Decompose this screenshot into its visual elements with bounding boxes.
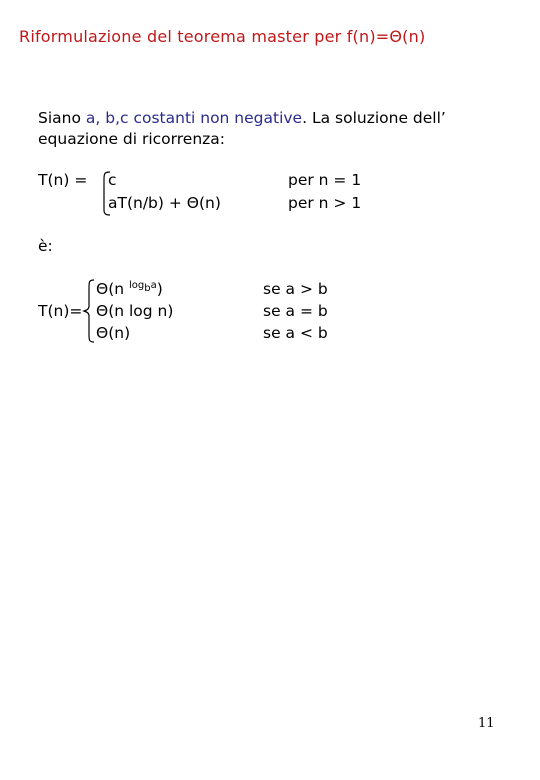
intro-text <box>38 108 446 150</box>
page-number: 11 <box>478 716 495 731</box>
solution-case3-expr: Θ(n) <box>96 324 131 342</box>
recurrence-lhs: T(n) = <box>38 171 88 189</box>
solution-case1-suffix: ) <box>156 280 163 298</box>
solution-case1-exponent <box>129 280 157 294</box>
intro-lead: Siano <box>38 109 86 127</box>
recurrence-case2-expr: aT(n/b) + Θ(n) <box>108 194 221 212</box>
solution-lhs: T(n)= <box>38 302 83 320</box>
solution-case1-log: log <box>129 280 145 291</box>
recurrence-case1-cond: per n = 1 <box>288 171 362 189</box>
solution-case1-base: b <box>144 283 151 294</box>
intro-after: . La soluzione dell’ <box>302 109 446 127</box>
solution-case2-expr: Θ(n log n) <box>96 302 174 320</box>
intro-constants: a, b,c costanti non negative <box>85 109 303 127</box>
recurrence-case1-expr: c <box>108 171 117 189</box>
solution-case1-expr <box>96 280 163 298</box>
solution-case3-cond: se a < b <box>263 324 328 342</box>
intro-line-1 <box>38 108 446 129</box>
solution-brace-icon <box>82 278 96 344</box>
intro-line-2: equazione di ricorrenza: <box>38 130 226 148</box>
solution-case2-cond: se a = b <box>263 302 328 320</box>
slide-title: Riformulazione del teorema master per f(n)=Θ(n) <box>19 27 426 46</box>
recurrence-case2-cond: per n > 1 <box>288 194 362 212</box>
e-label: è: <box>38 237 53 255</box>
solution-case1-arg: a <box>150 280 157 291</box>
solution-case1-cond: se a > b <box>263 280 328 298</box>
solution-case1-prefix: Θ(n <box>96 280 129 298</box>
